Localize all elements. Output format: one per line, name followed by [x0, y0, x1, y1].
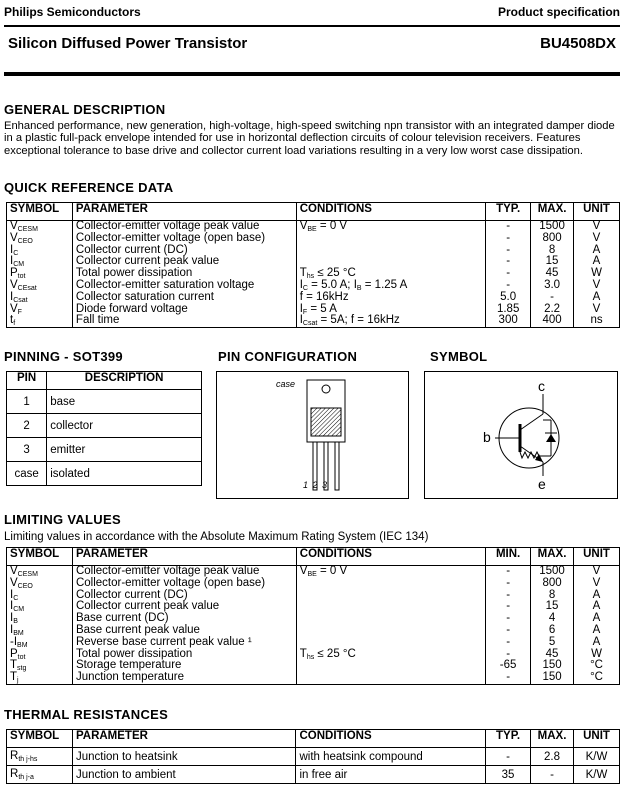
- sym-line: [10, 590, 69, 602]
- title-rule: [4, 72, 620, 76]
- max-line: 5: [548, 635, 556, 648]
- max-line: 15: [545, 600, 559, 613]
- symbol-cell: [7, 748, 73, 766]
- unit-line: V: [592, 220, 601, 232]
- col-description: DESCRIPTION: [47, 372, 202, 390]
- unit-line: W: [591, 647, 602, 660]
- sym-line: [10, 649, 69, 661]
- typ-cell: -: [486, 748, 531, 766]
- col-symbol: SYMBOL: [7, 730, 73, 748]
- max-line: 4: [548, 612, 556, 625]
- pinning-heading: PINNING - SOT399: [4, 349, 123, 364]
- symbol-subscript: CEO: [17, 237, 33, 245]
- symbol-text: R: [10, 768, 19, 780]
- max-line: 6: [548, 623, 556, 636]
- emitter-label: e: [538, 476, 546, 492]
- quick-reference-heading: QUICK REFERENCE DATA: [4, 180, 174, 195]
- transistor-symbol-diagram: [424, 371, 618, 499]
- symbol-subscript: tot: [17, 273, 26, 281]
- table-header-row: [7, 548, 620, 566]
- unit-line: A: [592, 600, 601, 613]
- param-line: Collector-emitter voltage peak value: [75, 220, 260, 232]
- col-unit: UNIT: [574, 548, 620, 566]
- unit-line: A: [592, 255, 601, 268]
- param-line: Collector-emitter saturation voltage: [75, 278, 255, 291]
- max-line: -: [550, 290, 554, 303]
- typ-line: -: [506, 278, 511, 291]
- min-line: -: [506, 588, 511, 601]
- param-line: Diode forward voltage: [75, 302, 188, 315]
- condition-text: I: [299, 302, 303, 315]
- condition-text: = 5A; f = 16kHz: [317, 314, 400, 327]
- sym-line: [10, 613, 69, 625]
- part-number: BU4508DX: [540, 35, 616, 52]
- symbol-subscript: CM: [13, 261, 25, 269]
- table-header-row: [7, 372, 202, 390]
- col-typ: TYP.: [486, 730, 531, 748]
- thermal-resistances-table: [6, 729, 620, 784]
- min-line: -65: [499, 659, 517, 672]
- symbol-cell: [7, 221, 73, 328]
- param-line: Base current peak value: [75, 623, 200, 636]
- conditions-cell: [296, 566, 485, 685]
- limiting-values-intro: Limiting values in accordance with the Absolute Maximum Rating System (IEC 134): [4, 531, 429, 543]
- table-row: [7, 748, 620, 766]
- condition-text: = 5.0 A; I: [307, 278, 357, 291]
- symbol-subscript: CESM: [17, 226, 38, 233]
- col-conditions: CONDITIONS: [296, 548, 485, 566]
- sym-line: [10, 292, 69, 304]
- param-line: Collector current (DC): [75, 588, 188, 601]
- symbol-subscript: B: [13, 618, 18, 626]
- condition-subscript: C: [302, 284, 308, 292]
- cond-line: [300, 245, 482, 257]
- symbol-subscript: stg: [17, 665, 27, 673]
- max-cell: 2.8: [531, 748, 574, 766]
- pin-number: 2: [7, 414, 47, 438]
- min-line: -: [506, 623, 511, 636]
- col-symbol: SYMBOL: [7, 203, 73, 221]
- param-line: Base current (DC): [75, 612, 169, 625]
- param-line: Collector-emitter voltage (open base): [75, 231, 266, 244]
- symbol-subscript: Csat: [13, 296, 28, 304]
- symbol-text: T: [10, 671, 18, 684]
- unit-line: V: [592, 576, 601, 589]
- cond-line: [300, 233, 482, 245]
- typ-line: 1.85: [496, 302, 520, 315]
- typ-line: -: [506, 231, 511, 244]
- condition-text: = 0 V: [316, 565, 348, 577]
- pin-description: collector: [47, 414, 202, 438]
- col-parameter: PARAMETER: [72, 548, 296, 566]
- symbol-text: I: [10, 290, 14, 303]
- table-header-row: [7, 203, 620, 221]
- symbol-subscript: CESM: [17, 571, 38, 578]
- max-line: 8: [548, 588, 556, 601]
- typ-line: 5.0: [500, 290, 517, 303]
- table-row: [7, 390, 202, 414]
- table-body-row: [7, 566, 620, 685]
- cond-line: [300, 660, 482, 672]
- symbol-text: I: [10, 623, 14, 636]
- unit-line: A: [592, 612, 601, 625]
- symbol-subscript: CEO: [17, 582, 33, 590]
- col-parameter: PARAMETER: [72, 730, 296, 748]
- table-row: [7, 414, 202, 438]
- conditions-cell: with heatsink compound: [296, 748, 486, 766]
- symbol-subscript: CM: [13, 606, 25, 614]
- col-symbol: SYMBOL: [7, 548, 73, 566]
- col-max: MAX.: [531, 203, 574, 221]
- condition-subscript: F: [302, 308, 308, 316]
- unit-cell: K/W: [574, 748, 620, 766]
- col-max: MAX.: [531, 548, 574, 566]
- condition-subscript: hs: [306, 273, 315, 281]
- symbol-text: I: [10, 588, 14, 601]
- max-line: 400: [542, 314, 562, 327]
- symbol-subscript: th j-a: [18, 774, 34, 781]
- symbol-subscript: C: [13, 249, 19, 257]
- header-rule: [4, 25, 620, 27]
- unit-line: A: [592, 290, 601, 303]
- sym-line: [10, 578, 69, 590]
- cond-line: [300, 672, 482, 684]
- symbol-text: T: [10, 659, 18, 672]
- min-cell: [486, 566, 531, 685]
- symbol-subscript: BM: [13, 629, 24, 637]
- typ-line: -: [506, 220, 511, 232]
- table-body-row: [7, 221, 620, 328]
- symbol-subscript: f: [13, 320, 16, 328]
- unit-line: V: [592, 231, 601, 244]
- cond-line: [300, 566, 482, 578]
- general-description-text: Enhanced performance, new generation, high-voltage, high-speed switching npn transistor with an integrated damper diode in a plastic full-pack envelope intended for use in horizontal deflection circuits of colour television receivers. Features exceptional tolerance to base drive and collector current load variations resulting in a very low worst case dissipation.: [4, 120, 615, 157]
- sym-line: [10, 672, 69, 684]
- col-unit: UNIT: [574, 730, 620, 748]
- symbol-text: P: [10, 647, 18, 660]
- table-row: [7, 766, 620, 784]
- pin-description: base: [47, 390, 202, 414]
- condition-text: ≤ 25 °C: [314, 647, 356, 660]
- unit-line: ns: [590, 314, 603, 327]
- min-line: -: [506, 612, 511, 625]
- sym-line: [10, 660, 69, 672]
- sym-line: [10, 625, 69, 637]
- max-line: 150: [542, 659, 562, 672]
- symbol-text: I: [10, 243, 14, 256]
- sym-line: [10, 256, 69, 268]
- param-line: Collector saturation current: [75, 290, 214, 303]
- condition-text: = 1.25 A: [361, 278, 408, 291]
- pin-number: case: [7, 462, 47, 486]
- sym-line: [10, 315, 69, 327]
- condition-text: T: [299, 267, 307, 280]
- cond-line: [300, 613, 482, 625]
- col-conditions: CONDITIONS: [296, 203, 485, 221]
- symbol-text: I: [10, 612, 14, 625]
- condition-text: V: [299, 565, 308, 577]
- typ-line: -: [506, 267, 511, 280]
- symbol-text: I: [10, 255, 14, 268]
- symbol-subscript: F: [17, 308, 22, 316]
- col-parameter: PARAMETER: [72, 203, 296, 221]
- unit-line: °C: [590, 671, 603, 684]
- col-conditions: CONDITIONS: [296, 730, 486, 748]
- case-label: case: [276, 379, 296, 389]
- base-label: b: [483, 429, 491, 445]
- unit-line: A: [592, 623, 601, 636]
- quick-reference-table: [6, 202, 620, 328]
- max-line: 8: [548, 243, 556, 256]
- symbol-cell: [7, 566, 73, 685]
- symbol-subscript: tot: [17, 653, 26, 661]
- symbol-text: V: [10, 302, 18, 315]
- symbol-cell: [7, 766, 73, 784]
- conditions-cell: [296, 221, 485, 328]
- max-line: 2.2: [544, 302, 561, 315]
- col-min: MIN.: [486, 548, 531, 566]
- symbol-text: V: [10, 220, 18, 232]
- min-line: -: [506, 647, 511, 660]
- param-line: Collector current peak value: [75, 600, 220, 613]
- conditions-cell: in free air: [296, 766, 486, 784]
- min-line: -: [506, 600, 511, 613]
- param-line: Storage temperature: [75, 659, 182, 672]
- param-line: Junction temperature: [75, 671, 184, 684]
- document-type: Product specification: [497, 5, 620, 19]
- param-line: Reverse base current peak value ¹: [75, 635, 252, 648]
- limiting-values-table: [6, 547, 620, 685]
- cond-line: [300, 601, 482, 613]
- min-line: -: [506, 671, 511, 684]
- symbol-text: -I: [10, 635, 18, 648]
- symbol-text: I: [10, 600, 14, 613]
- unit-line: V: [592, 302, 601, 315]
- pin-description: isolated: [47, 462, 202, 486]
- cond-line: [300, 315, 482, 327]
- param-line: Collector current (DC): [75, 243, 188, 256]
- collector-label: c: [538, 378, 545, 394]
- symbol-text: t: [10, 314, 14, 327]
- table-row: [7, 462, 202, 486]
- cond-line: [300, 578, 482, 590]
- company-name: Philips Semiconductors: [4, 5, 141, 19]
- product-description-title: Silicon Diffused Power Transistor: [8, 35, 248, 52]
- max-line: 3.0: [544, 278, 561, 291]
- max-line: 45: [545, 267, 559, 280]
- cond-line: [300, 625, 482, 637]
- sym-line: [10, 601, 69, 613]
- param-line: Collector current peak value: [75, 255, 220, 268]
- col-unit: UNIT: [574, 203, 620, 221]
- unit-cell: K/W: [574, 766, 620, 784]
- min-line: -: [506, 576, 511, 589]
- symbol-subscript: BM: [17, 641, 28, 649]
- condition-text: = 5 A: [307, 302, 337, 315]
- max-line: 45: [545, 647, 559, 660]
- pinning-table: [6, 371, 202, 486]
- unit-line: V: [592, 278, 601, 291]
- param-line: Collector-emitter voltage peak value: [75, 565, 260, 577]
- max-line: 800: [542, 576, 562, 589]
- symbol-text: R: [10, 750, 19, 762]
- max-line: 1500: [539, 565, 565, 577]
- parameter-cell: [72, 566, 296, 685]
- max-line: 1500: [539, 220, 565, 232]
- typ-line: -: [506, 255, 511, 268]
- sym-line: [10, 566, 69, 578]
- max-line: 800: [542, 231, 562, 244]
- unit-cell: [574, 566, 620, 685]
- param-line: Total power dissipation: [75, 267, 193, 280]
- param-line: Total power dissipation: [75, 647, 193, 660]
- condition-text: f = 16kHz: [299, 290, 349, 303]
- min-line: -: [506, 635, 511, 648]
- symbol-subscript: j: [17, 677, 19, 685]
- condition-text: I: [299, 314, 303, 327]
- condition-text: I: [299, 278, 303, 291]
- param-line: Fall time: [75, 314, 120, 327]
- npn-damper-transistor-icon: [425, 372, 617, 498]
- parameter-cell: Junction to ambient: [72, 766, 296, 784]
- max-line: 15: [545, 255, 559, 268]
- parameter-cell: [72, 221, 296, 328]
- symbol-text: V: [10, 278, 18, 291]
- pin-configuration-diagram: [216, 371, 409, 499]
- sym-line: [10, 637, 69, 649]
- sym-line: [10, 268, 69, 280]
- unit-line: W: [591, 267, 602, 280]
- condition-subscript: BE: [307, 571, 317, 578]
- pin-description: emitter: [47, 438, 202, 462]
- typ-line: 300: [498, 314, 518, 327]
- unit-line: A: [592, 243, 601, 256]
- sym-line: [10, 280, 69, 292]
- unit-line: A: [592, 635, 601, 648]
- table-row: [7, 438, 202, 462]
- table-header-row: [7, 730, 620, 748]
- max-cell: [531, 221, 574, 328]
- condition-text: V: [299, 220, 308, 232]
- max-line: 150: [542, 671, 562, 684]
- max-cell: [531, 566, 574, 685]
- parameter-cell: Junction to heatsink: [72, 748, 296, 766]
- symbol-text: P: [10, 267, 18, 280]
- condition-text: = 0 V: [316, 220, 348, 232]
- col-typ: TYP.: [486, 203, 531, 221]
- symbol-subscript: CEsat: [17, 284, 37, 292]
- param-line: Collector-emitter voltage (open base): [75, 576, 266, 589]
- condition-text: T: [299, 647, 307, 660]
- col-pin: PIN: [7, 372, 47, 390]
- pin-number: 3: [7, 438, 47, 462]
- pin-configuration-heading: PIN CONFIGURATION: [218, 349, 358, 364]
- col-max: MAX.: [531, 730, 574, 748]
- sym-line: [10, 304, 69, 316]
- sym-line: [10, 221, 69, 233]
- unit-line: V: [592, 565, 601, 577]
- general-description-heading: GENERAL DESCRIPTION: [4, 102, 166, 117]
- unit-cell: [574, 221, 620, 328]
- condition-subscript: Csat: [302, 320, 318, 328]
- typ-line: -: [506, 243, 511, 256]
- condition-subscript: BE: [307, 226, 317, 233]
- max-cell: -: [531, 766, 574, 784]
- unit-line: A: [592, 588, 601, 601]
- symbol-heading: SYMBOL: [430, 349, 488, 364]
- limiting-values-heading: LIMITING VALUES: [4, 512, 121, 527]
- symbol-text: V: [10, 565, 18, 577]
- cond-line: [300, 221, 482, 233]
- symbol-subscript: C: [13, 594, 19, 602]
- pin-number: 1: [7, 390, 47, 414]
- sym-line: [10, 245, 69, 257]
- typ-cell: [486, 221, 531, 328]
- symbol-subscript: th j-hs: [18, 756, 38, 763]
- cond-line: [300, 590, 482, 602]
- symbol-text: V: [10, 576, 18, 589]
- unit-line: °C: [590, 659, 603, 672]
- sym-line: [10, 233, 69, 245]
- symbol-text: V: [10, 231, 18, 244]
- min-line: -: [506, 565, 511, 577]
- condition-subscript: hs: [306, 653, 315, 661]
- condition-subscript: B: [356, 284, 362, 292]
- pin-numbers-label: 1 2 3: [303, 480, 329, 490]
- condition-text: ≤ 25 °C: [314, 267, 356, 280]
- thermal-resistances-heading: THERMAL RESISTANCES: [4, 707, 169, 722]
- typ-cell: 35: [486, 766, 531, 784]
- cond-line: [300, 649, 482, 661]
